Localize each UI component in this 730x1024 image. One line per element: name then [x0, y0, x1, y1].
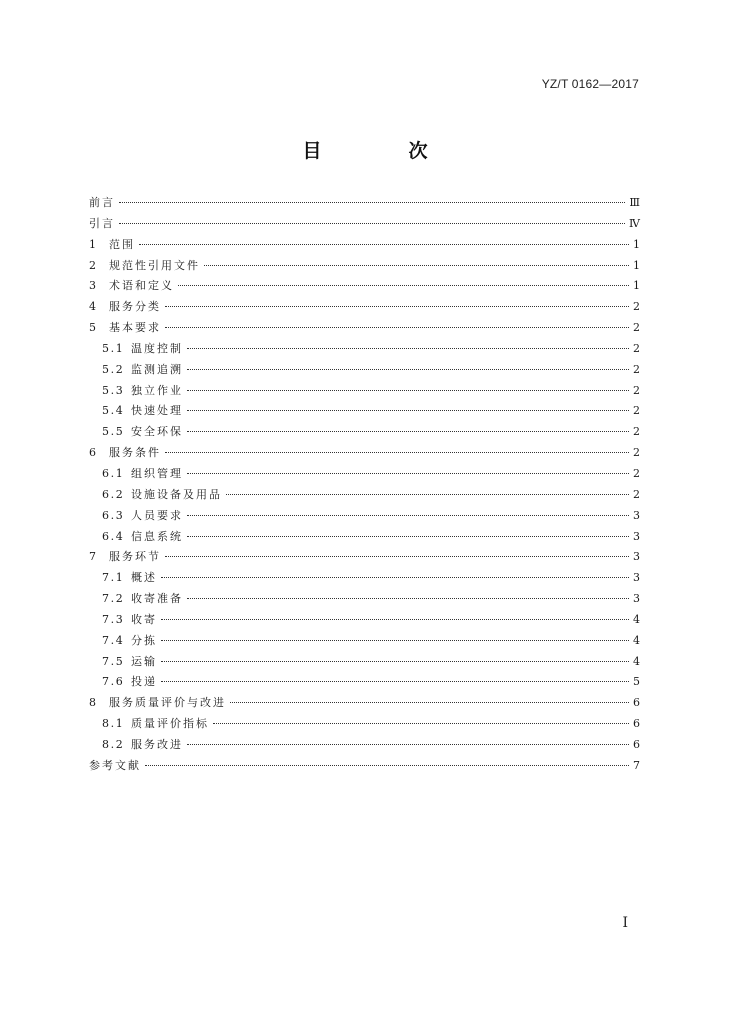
toc-entry[interactable]	[89, 589, 640, 610]
toc-entry-page: Ⅳ	[629, 216, 640, 230]
toc-entry-page: 6	[633, 737, 640, 751]
toc-entry-page: 1	[633, 279, 640, 293]
toc-entry[interactable]	[89, 214, 640, 235]
toc-entry-page: 2	[633, 446, 640, 460]
toc-entry-title: 术语和定义	[109, 279, 174, 293]
toc-entry[interactable]	[89, 693, 640, 714]
toc-entry-number: 3	[89, 279, 98, 293]
toc-entry-number: 7	[89, 550, 98, 564]
toc-entry-number: 1	[89, 237, 98, 251]
toc-entry-title: 质量评价指标	[131, 717, 209, 731]
dot-leader	[230, 702, 629, 703]
toc-entry-number: 5.1	[102, 341, 125, 355]
toc-entry[interactable]	[89, 360, 640, 381]
toc-entry-page: 6	[633, 696, 640, 710]
toc-entry-title: 服务分类	[109, 300, 161, 314]
dot-leader	[187, 348, 629, 349]
toc-entry-title: 分拣	[131, 633, 157, 647]
toc-entry-title: 服务改进	[131, 737, 183, 751]
toc-entry-number: 4	[89, 300, 98, 314]
toc-entry[interactable]	[89, 652, 640, 673]
toc-entry[interactable]	[89, 568, 640, 589]
toc-entry-page: 4	[633, 612, 640, 626]
toc-entry-title: 基本要求	[109, 321, 161, 335]
toc-entry-page: 4	[633, 654, 640, 668]
dot-leader	[187, 369, 629, 370]
toc-entry[interactable]	[89, 235, 640, 256]
toc-entry[interactable]	[89, 672, 640, 693]
toc-entry-title: 独立作业	[131, 383, 183, 397]
dot-leader	[187, 473, 629, 474]
toc-entry-number: 8.1	[102, 717, 125, 731]
toc-entry-page: 3	[633, 550, 640, 564]
toc-entry-title: 组织管理	[131, 466, 183, 480]
toc-entry-page: 7	[633, 758, 640, 772]
toc-entry-page: 2	[633, 321, 640, 335]
dot-leader	[161, 577, 629, 578]
toc-entry[interactable]	[89, 610, 640, 631]
toc-entry-number: 7.1	[102, 571, 125, 585]
toc-entry-title: 运输	[131, 654, 157, 668]
toc-entry[interactable]	[89, 401, 640, 422]
toc-entry-page: 2	[633, 383, 640, 397]
toc-entry-title: 安全环保	[131, 425, 183, 439]
toc-entry-page: 3	[633, 529, 640, 543]
dot-leader	[165, 306, 629, 307]
toc-entry[interactable]	[89, 631, 640, 652]
toc-entry-title: 信息系统	[131, 529, 183, 543]
dot-leader	[187, 536, 629, 537]
toc-entry-page: Ⅲ	[629, 196, 640, 209]
toc-entry-page: 2	[633, 300, 640, 314]
toc-entry[interactable]	[89, 381, 640, 402]
toc-entry-page: 1	[633, 237, 640, 251]
toc-entry-title: 规范性引用文件	[109, 258, 200, 272]
toc-entry-number: 6.2	[102, 487, 125, 501]
toc-entry[interactable]	[89, 318, 640, 339]
toc-entry-page: 6	[633, 717, 640, 731]
toc-entry-page: 5	[633, 675, 640, 689]
toc-entry[interactable]	[89, 735, 640, 756]
toc-entry[interactable]	[89, 527, 640, 548]
toc-entry-number: 5.4	[102, 404, 125, 418]
dot-leader	[145, 765, 629, 766]
dot-leader	[226, 494, 629, 495]
toc-entry-number: 2	[89, 258, 98, 272]
toc-entry-number: 5	[89, 321, 98, 335]
toc-entry-number: 8	[89, 696, 98, 710]
standard-code: YZ/T 0162—2017	[541, 77, 639, 91]
dot-leader	[187, 390, 629, 391]
toc-entry-number: 5.5	[102, 425, 125, 439]
toc-entry-title: 设施设备及用品	[131, 487, 222, 501]
toc-entry-title: 温度控制	[131, 341, 183, 355]
page-number: Ⅰ	[622, 915, 628, 931]
toc-entry-title: 服务质量评价与改进	[109, 696, 226, 710]
toc-entry[interactable]	[89, 297, 640, 318]
toc-entry-page: 2	[633, 487, 640, 501]
dot-leader	[204, 265, 629, 266]
toc-entry[interactable]	[89, 339, 640, 360]
toc-entry-title: 人员要求	[131, 508, 183, 522]
toc-entry-page: 3	[633, 508, 640, 522]
dot-leader	[178, 285, 629, 286]
toc-entry-title: 引言	[89, 216, 115, 230]
toc-entry-number: 6	[89, 446, 98, 460]
dot-leader	[187, 410, 629, 411]
toc-entry-title: 快速处理	[131, 404, 183, 418]
toc-title: 目 次	[302, 140, 462, 162]
dot-leader	[161, 619, 629, 620]
toc-entry-number: 6.1	[102, 466, 125, 480]
toc-entry-page: 2	[633, 466, 640, 480]
toc-entry-title: 概述	[131, 571, 157, 585]
toc-entry-number: 5.2	[102, 362, 125, 376]
toc-entry[interactable]	[89, 506, 640, 527]
toc-entry[interactable]	[89, 714, 640, 735]
toc-entry-number: 7.5	[102, 654, 125, 668]
toc-entry-number: 6.4	[102, 529, 125, 543]
toc-entry-page: 4	[633, 633, 640, 647]
toc-entry-page: 1	[633, 258, 640, 272]
toc-entry-title: 收寄准备	[131, 592, 183, 606]
toc-entry-page: 3	[633, 592, 640, 606]
dot-leader	[139, 244, 629, 245]
toc-entry-page: 2	[633, 341, 640, 355]
toc-entry[interactable]	[89, 276, 640, 297]
dot-leader	[165, 556, 629, 557]
dot-leader	[161, 661, 629, 662]
toc-entry-title: 参考文献	[89, 758, 141, 772]
toc-entry-title: 服务环节	[109, 550, 161, 564]
toc-entry-number: 8.2	[102, 737, 125, 751]
dot-leader	[187, 744, 629, 745]
dot-leader	[119, 202, 625, 203]
dot-leader	[165, 327, 629, 328]
table-of-contents	[89, 193, 640, 777]
toc-entry-title: 监测追溯	[131, 362, 183, 376]
dot-leader	[187, 515, 629, 516]
toc-entry-number: 5.3	[102, 383, 125, 397]
dot-leader	[165, 452, 629, 453]
dot-leader	[119, 223, 625, 224]
toc-entry[interactable]	[89, 256, 640, 277]
toc-entry-page: 3	[633, 571, 640, 585]
toc-entry[interactable]	[89, 485, 640, 506]
dot-leader	[161, 681, 629, 682]
toc-entry-number: 7.4	[102, 633, 125, 647]
toc-entry-page: 2	[633, 425, 640, 439]
dot-leader	[187, 431, 629, 432]
dot-leader	[161, 640, 629, 641]
toc-entry[interactable]	[89, 443, 640, 464]
dot-leader	[187, 598, 629, 599]
dot-leader	[213, 723, 629, 724]
toc-entry-number: 7.3	[102, 612, 125, 626]
toc-entry[interactable]	[89, 422, 640, 443]
toc-entry-number: 7.2	[102, 592, 125, 606]
toc-entry-title: 投递	[131, 675, 157, 689]
toc-entry[interactable]	[89, 464, 640, 485]
toc-entry-number: 6.3	[102, 508, 125, 522]
toc-entry[interactable]	[89, 193, 640, 214]
toc-entry-title: 范围	[109, 237, 135, 251]
toc-entry-page: 2	[633, 404, 640, 418]
toc-entry-title: 服务条件	[109, 446, 161, 460]
toc-entry[interactable]	[89, 547, 640, 568]
toc-entry-title: 前言	[89, 196, 115, 209]
toc-entry-number: 7.6	[102, 675, 125, 689]
toc-entry-title: 收寄	[131, 612, 157, 626]
toc-entry-page: 2	[633, 362, 640, 376]
toc-entry[interactable]	[89, 756, 640, 777]
